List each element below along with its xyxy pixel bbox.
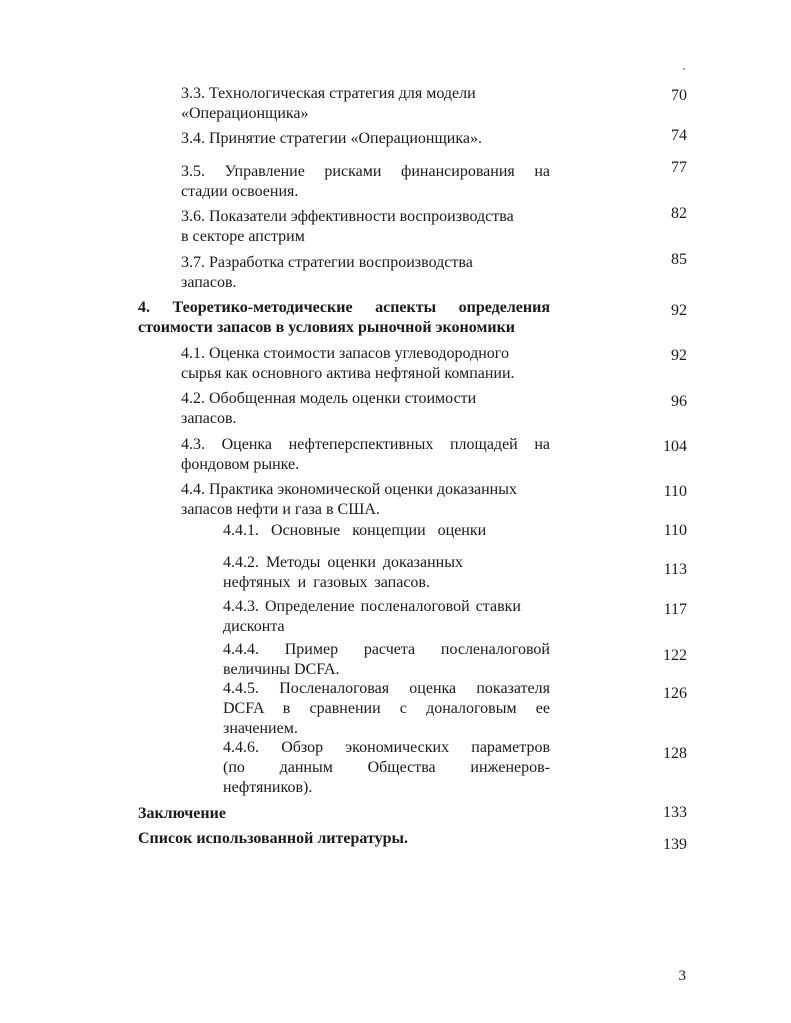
toc-entry-line: 4.2. Обобщенная модель оценки стоимости (181, 390, 477, 407)
toc-page-number: 126 (663, 685, 687, 702)
toc-entry-line: «Операционщика» (181, 105, 309, 122)
toc-page-number: 104 (663, 438, 687, 455)
toc-page-number: 128 (663, 745, 687, 762)
toc-page-number: 82 (671, 205, 687, 222)
toc-entry-line: 4.1. Оценка стоимости запасов углеводородного (181, 345, 509, 362)
toc-entry-line: (по данным Общества инженеров- (223, 759, 550, 776)
toc-entry-line: величины DCFA. (223, 661, 340, 678)
toc-entry-line: 3.5. Управление рисками финансирования на (181, 163, 550, 180)
toc-page-number: 113 (663, 561, 687, 578)
toc-page-number: 110 (663, 522, 687, 539)
toc-entry-line: 4.4. Практика экономической оценки доказанных (181, 481, 517, 498)
toc-entry-line: стоимости запасов в условиях рыночной экономики (138, 319, 516, 336)
toc-page-number: 70 (671, 87, 687, 104)
toc-page-number: 92 (671, 302, 687, 319)
toc-entry-line: стадии освоения. (181, 183, 299, 200)
toc-entry-line: запасов. (181, 410, 237, 427)
toc-entry-line: значением. (223, 720, 298, 737)
toc-entry-line: Список использованной литературы. (138, 830, 408, 847)
toc-entry-line: сырья как основного актива нефтяной компании. (181, 365, 515, 382)
toc-entry-line: запасов нефти и газа в США. (181, 501, 380, 518)
toc-entry-line: запасов. (181, 274, 237, 291)
toc-entry-line: 4.4.2. Методы оценки доказанных (223, 554, 463, 571)
toc-entry-line: 3.3. Технологическая стратегия для модели (181, 85, 476, 102)
toc-entry-line: дисконта (223, 618, 285, 635)
toc-entry-line: 4.4.5. Посленалоговая оценка показателя (223, 680, 550, 697)
toc-entry-line: 4.3. Оценка нефтеперспективных площадей на (181, 436, 550, 453)
toc-entry-line: нефтяных и газовых запасов. (223, 574, 430, 591)
toc-entry-line: в секторе апстрим (181, 228, 305, 245)
toc-page-number: 77 (671, 159, 687, 176)
toc-page-number: 85 (671, 251, 687, 268)
toc-page-number: 96 (671, 393, 687, 410)
toc-entry-line: 4.4.6. Обзор экономических параметров (223, 739, 550, 756)
toc-entry-line: DCFA в сравнении с доналоговым ее (223, 700, 550, 717)
toc-page-number: 139 (663, 836, 687, 853)
toc-entry-line: 3.7. Разработка стратегии воспроизводства (181, 254, 473, 271)
toc-page-number: 110 (663, 483, 687, 500)
scan-speck (683, 68, 685, 70)
toc-entry-line: фондовом рынке. (181, 456, 300, 473)
toc-page-number: 122 (663, 647, 687, 664)
toc-entry-line: нефтяников). (223, 779, 313, 796)
toc-entry-line: 3.6. Показатели эффективности воспроизводства (181, 208, 514, 225)
toc-entry-line: 3.4. Принятие стратегии «Операционщика». (181, 130, 482, 147)
toc-entry-line: 4.4.3. Определение посленалоговой ставки (223, 598, 521, 615)
toc-entry-line: 4.4.4. Пример расчета посленалоговой (223, 641, 550, 658)
toc-entry-line: Заключение (138, 805, 226, 822)
toc-page-number: 74 (671, 127, 687, 144)
toc-entry-line: 4.4.1. Основные концепции оценки (223, 522, 487, 539)
toc-entry-line: 4. Теоретико-методические аспекты определения (138, 299, 550, 316)
toc-page-number: 117 (663, 601, 687, 618)
toc-page-number: 133 (663, 804, 687, 821)
toc-page-number: 92 (671, 347, 687, 364)
page-number: 3 (678, 968, 686, 984)
